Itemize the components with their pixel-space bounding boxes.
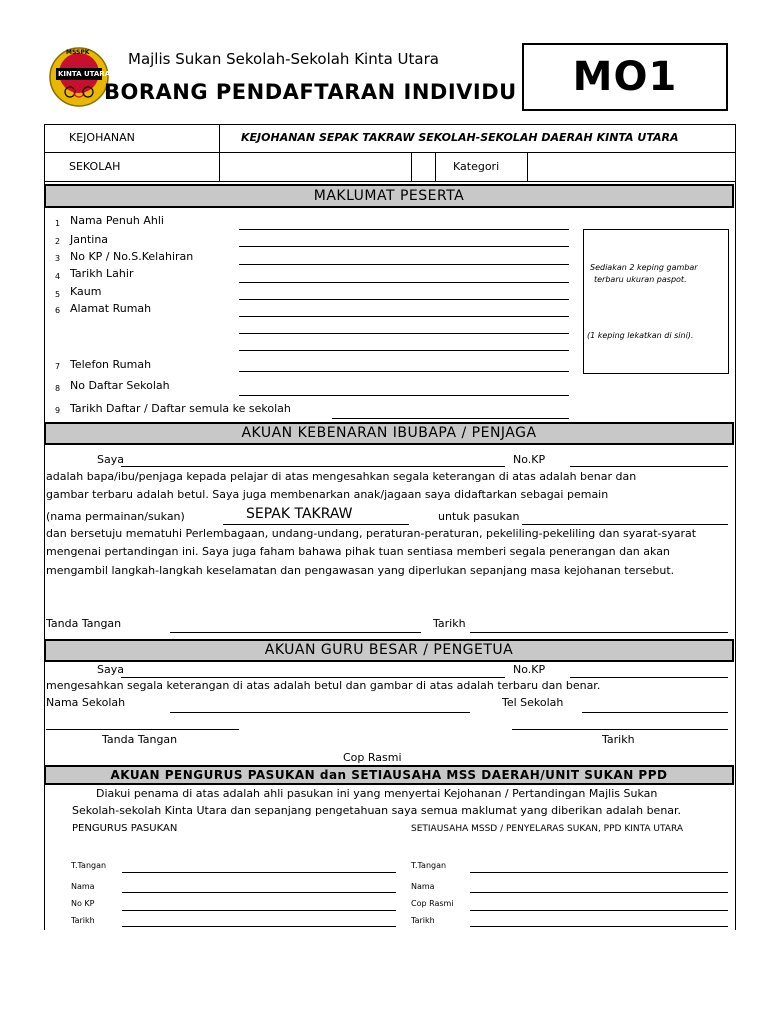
field-num: 7: [55, 362, 61, 371]
field-num: 2: [55, 237, 61, 246]
guru-line-1: mengesahkan segala keterangan di atas adalah betul dan gambar di atas adalah terbaru dan benar.: [46, 679, 601, 692]
kejohanan-label: KEJOHANAN: [69, 131, 135, 144]
field-label-nama: Nama Penuh Ahli: [70, 214, 164, 227]
maklumat-section-header: [44, 184, 734, 208]
ibubapa-line-4: mengenai pertandingan ini. Saya juga faham bahawa pihak tuan sentiasa memberi segala penerangan dan akan: [46, 545, 670, 558]
ibubapa-line-1: adalah bapa/ibu/penjaga kepada pelajar di atas mengesahkan segala keterangan di atas adalah benar dan: [46, 470, 637, 483]
kategori-label: Kategori: [453, 160, 500, 173]
pasukan-label: untuk pasukan: [438, 510, 520, 523]
telefon-input[interactable]: [239, 371, 569, 372]
left-field-nokp: No KP: [71, 899, 95, 908]
right-field-tarikh: Tarikh: [411, 916, 435, 925]
jantina-input[interactable]: [239, 246, 569, 247]
ibubapa-line-5: mengambil langkah-langkah keselamatan dan pengawasan yang diperlukan sepanjang masa kejohanan tersebut.: [46, 564, 675, 577]
tel-sekolah-input[interactable]: [582, 712, 728, 713]
guru-tandatangan-label: Tanda Tangan: [102, 733, 178, 746]
cop-rasmi-label: Cop Rasmi: [343, 751, 402, 764]
ibubapa-tarikh-label: Tarikh: [433, 617, 466, 630]
guru-saya-label: Saya: [97, 663, 124, 676]
saya-label: Saya: [97, 453, 124, 466]
field-label-nokp: No KP / No.S.Kelahiran: [70, 250, 194, 263]
right-tarikh-input[interactable]: [470, 926, 728, 927]
permainan-line: [223, 524, 409, 525]
field-label-jantina: Jantina: [70, 233, 109, 246]
ibubapa-title: AKUAN KEBENARAN IBUBAPA / PENJAGA: [241, 425, 537, 441]
tarikh-lahir-input[interactable]: [239, 282, 569, 283]
sekolah-label: SEKOLAH: [69, 160, 121, 173]
right-ttangan-input[interactable]: [470, 872, 728, 873]
field-label-no-daftar: No Daftar Sekolah: [70, 379, 170, 392]
right-cop-input[interactable]: [470, 910, 728, 911]
kaum-input[interactable]: [239, 299, 569, 300]
form-code-box: [522, 43, 728, 111]
kejohanan-value: KEJOHANAN SEPAK TAKRAW SEKOLAH-SEKOLAH DAERAH KINTA UTARA: [241, 131, 679, 144]
left-field-ttangan: T.Tangan: [71, 861, 107, 870]
field-num: 4: [55, 272, 61, 281]
saya-clip-2: [97, 662, 124, 678]
guru-tandatangan-input[interactable]: [46, 729, 239, 730]
photo-note-1: Sediakan 2 keping gambar: [590, 263, 698, 272]
nama-sekolah-label: Nama Sekolah: [46, 696, 126, 709]
tarikh-daftar-input[interactable]: [332, 418, 569, 419]
form-left-border: [44, 182, 45, 930]
pengurus-line-1: Diakui penama di atas adalah ahli pasukan ini yang menyertai Kejohanan / Pertandingan Majlis Sukan: [96, 787, 658, 800]
ibubapa-section-header: [44, 422, 734, 445]
org-name: Majlis Sukan Sekolah-Sekolah Kinta Utara: [128, 50, 439, 68]
nokp-label: No.KP: [513, 453, 546, 466]
field-num: 8: [55, 384, 61, 393]
left-field-nama: Nama: [71, 882, 95, 891]
logo-text-top: MSSPK: [66, 49, 90, 56]
right-nama-input[interactable]: [470, 892, 728, 893]
pengurus-section-header: [44, 765, 734, 785]
guru-nokp-label: No.KP: [513, 663, 546, 676]
guru-title: AKUAN GURU BESAR / PENGETUA: [264, 642, 514, 658]
pengurus-title: AKUAN PENGURUS PASUKAN dan SETIAUSAHA MSS DAERAH/UNIT SUKAN PPD: [110, 768, 668, 782]
left-ttangan-input[interactable]: [122, 872, 396, 873]
right-field-cop: Cop Rasmi: [411, 899, 454, 908]
left-nokp-input[interactable]: [122, 910, 396, 911]
ibubapa-tandatangan-label: Tanda Tangan: [46, 617, 122, 630]
field-num: 5: [55, 290, 61, 299]
pengurus-line-2: Sekolah-sekolah Kinta Utara dan sepanjang pengetahuan saya semua maklumat yang diberikan adalah benar.: [72, 804, 682, 817]
form-right-border: [735, 182, 736, 930]
ibubapa-nokp-input[interactable]: [570, 466, 728, 467]
logo-text-mid: KINTA UTARA: [58, 70, 111, 78]
saya-clip-1: [97, 452, 124, 468]
form-title-clip: [104, 80, 524, 110]
field-label-tarikh-daftar: Tarikh Daftar / Daftar semula ke sekolah: [70, 402, 291, 415]
left-tarikh-input[interactable]: [122, 926, 396, 927]
field-label-alamat: Alamat Rumah: [70, 302, 152, 315]
form-title: BORANG PENDAFTARAN INDIVIDU: [104, 80, 517, 104]
field-label-telefon: Telefon Rumah: [70, 358, 152, 371]
photo-box[interactable]: [583, 229, 729, 374]
ibubapa-nama-input[interactable]: [121, 466, 505, 467]
alamat-input-2[interactable]: [239, 333, 569, 334]
ibubapa-tandatangan-input[interactable]: [170, 632, 421, 633]
nama-input[interactable]: [239, 229, 569, 230]
photo-note-3: (1 keping lekatkan di sini).: [587, 331, 694, 340]
photo-note-2: terbaru ukuran paspot.: [594, 275, 687, 284]
tel-sekolah-label: Tel Sekolah: [502, 696, 564, 709]
form-code: MO1: [572, 54, 678, 100]
field-num: 1: [55, 219, 61, 228]
pengurus-left-heading: PENGURUS PASUKAN: [72, 823, 178, 834]
nama-sekolah-input[interactable]: [170, 712, 470, 713]
left-field-tarikh: Tarikh: [71, 916, 95, 925]
kategori-input[interactable]: [529, 153, 733, 181]
guru-section-header: [44, 639, 734, 662]
nokp-input[interactable]: [239, 264, 569, 265]
guru-nokp-input[interactable]: [570, 677, 728, 678]
maklumat-title: MAKLUMAT PESERTA: [313, 188, 465, 204]
field-num: 9: [55, 406, 61, 415]
pengurus-right-heading: SETIAUSAHA MSSD / PENYELARAS SUKAN, PPD KINTA UTARA: [411, 824, 684, 834]
right-field-ttangan: T.Tangan: [411, 861, 447, 870]
guru-tarikh-input[interactable]: [512, 729, 728, 730]
no-daftar-input[interactable]: [239, 395, 569, 396]
field-num: 6: [55, 306, 61, 315]
ibubapa-line-2: gambar terbaru adalah betul. Saya juga membenarkan anak/jagaan saya didaftarkan sebagai pemain: [46, 488, 609, 501]
permainan-value: SEPAK TAKRAW: [246, 506, 353, 522]
ibubapa-line-3: dan bersetuju mematuhi Perlembagaan, undang-undang, peraturan-peraturan, pekeliling-pekeliling dan syarat-syarat: [46, 527, 697, 540]
left-nama-input[interactable]: [122, 892, 396, 893]
field-label-tarikh-lahir: Tarikh Lahir: [70, 267, 134, 280]
guru-nama-input[interactable]: [121, 677, 505, 678]
ibubapa-tarikh-input[interactable]: [470, 632, 728, 633]
right-field-nama: Nama: [411, 882, 435, 891]
guru-tarikh-label: Tarikh: [602, 733, 635, 746]
alamat-input-3[interactable]: [239, 350, 569, 351]
field-label-kaum: Kaum: [70, 285, 102, 298]
sekolah-input[interactable]: [221, 153, 409, 181]
top-table: [44, 124, 736, 182]
permainan-label: (nama permainan/sukan): [46, 510, 185, 523]
field-num: 3: [55, 254, 61, 263]
alamat-input-1[interactable]: [239, 316, 569, 317]
pasukan-input[interactable]: [522, 524, 728, 525]
logo: [48, 46, 110, 108]
kejohanan-clip: [225, 130, 735, 148]
